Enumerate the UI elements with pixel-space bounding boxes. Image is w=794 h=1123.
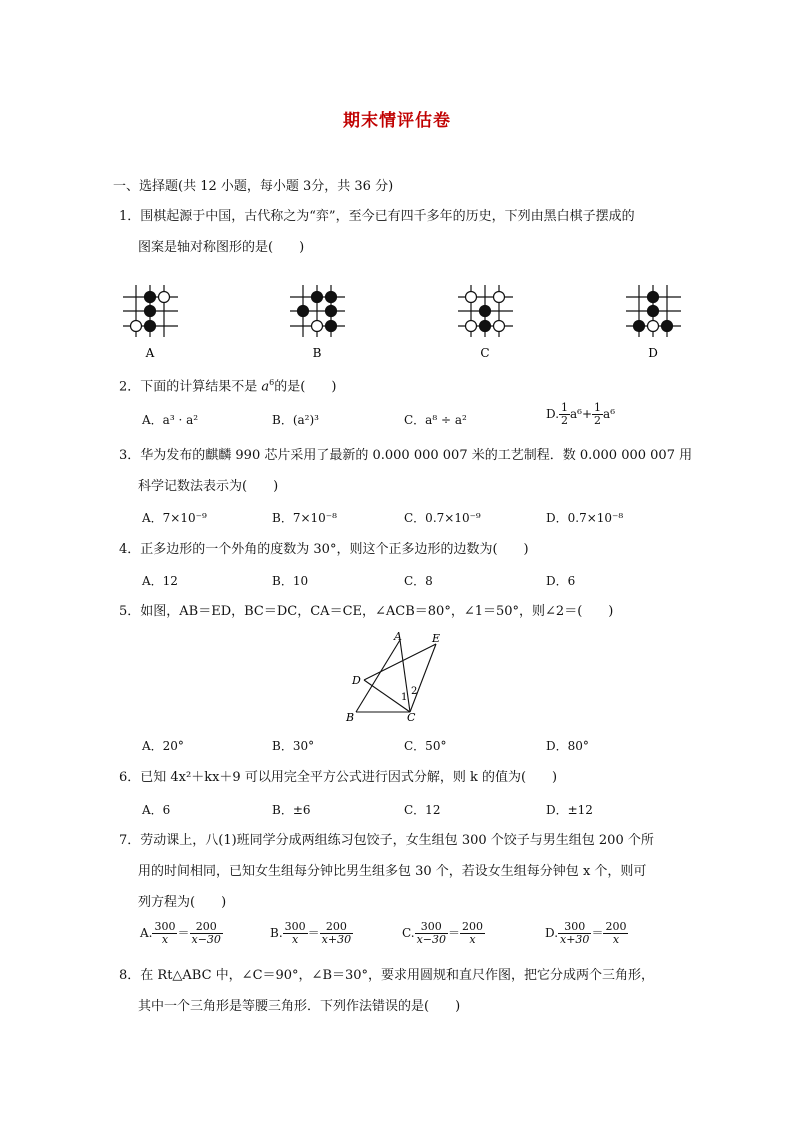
q4-option-d[interactable]: D．6 [546,574,576,588]
vertex-a: A [394,630,402,643]
q2-option-d-term: a⁶ [570,407,582,421]
q7-option-a[interactable] [140,921,223,946]
q6-option-b[interactable]: B．±6 [272,803,311,817]
q7-option-c[interactable] [402,921,485,946]
q5-option-a[interactable]: A．20° [142,739,184,753]
section-heading: 一、选择题(共 12 小题，每小题 3分，共 36 分) [113,179,394,194]
q5-stem: 5．如图，AB＝ED，BC＝DC，CA＝CE，∠ACB＝80°，∠1＝50°，则∠2＝( ) [119,604,614,619]
q7-option-b-label: B. [270,926,283,940]
equals-sign: ＝ [177,926,190,940]
frac-num: 300 [415,921,448,934]
q2-option-c[interactable]: C．a⁸ ÷ a² [404,413,467,427]
q4-option-c[interactable]: C．8 [404,574,433,588]
angle-2-label: 2 [411,686,418,697]
frac-den: x [612,933,620,946]
q2-stem [119,374,336,396]
q3-option-a[interactable]: A．7×10⁻⁹ [142,511,207,525]
white-stone [494,292,505,303]
q1-stem-line2: 图案是轴对称图形的是( ) [138,240,305,255]
board-label-a: A [145,346,155,360]
q2-option-a[interactable]: A．a³ · a² [142,413,199,427]
board-label-c: C [480,346,490,360]
q7-option-a-label: A. [140,926,153,940]
white-stone [159,292,170,303]
q6-option-c[interactable]: C．12 [404,803,441,817]
frac-den: x [292,933,299,946]
frac-den: x−30 [416,933,446,946]
frac-num: 200 [605,920,627,933]
q7-stem-line1: 7．劳动课上，八(1)班同学分成两组练习包饺子，女生组包 300 个饺子与男生组包 200 个所 [119,833,654,848]
q4-stem: 4．正多边形的一个外角的度数为 30°，则这个正多边形的边数为( ) [119,542,529,557]
angle-1-label: 1 [401,692,408,703]
q5-option-c[interactable]: C．50° [404,739,447,753]
q3-option-c[interactable]: C．0.7×10⁻⁹ [404,511,481,525]
q2-stem-text: 2．下面的计算结果不是 [119,379,262,395]
black-stone [634,321,645,332]
equals-sign: ＝ [448,926,461,940]
white-stone [131,321,142,332]
frac-den: 2 [594,414,602,427]
page-title: 期末情评估卷 [343,111,451,131]
q7-stem-line2: 用的时间相同，已知女生组每分钟比男生组多包 30 个，若设女生组每分钟包 x 个，则可 [138,864,647,879]
q6-option-a[interactable]: A．6 [142,803,171,817]
frac-num: 1 [561,401,569,414]
frac-num: 200 [190,921,223,934]
white-stone [466,292,477,303]
black-stone [648,292,659,303]
q4-option-b[interactable]: B．10 [272,574,309,588]
q2-option-d[interactable] [546,402,615,427]
frac-den: x [469,933,476,946]
q3-stem-line2: 科学记数法表示为( ) [138,479,279,494]
white-stone [312,321,323,332]
q4-option-a[interactable]: A．12 [142,574,178,588]
q3-option-d[interactable]: D．0.7×10⁻⁸ [546,511,624,525]
frac-den: x−30 [191,933,221,946]
q5-option-b[interactable]: B．30° [272,739,315,753]
black-stone [480,306,491,317]
triangle-figure [338,628,458,726]
frac-num: 300 [154,920,176,933]
frac-num: 300 [558,921,591,934]
board-label-b: B [312,346,322,360]
q2-option-d-label: D. [546,407,560,421]
black-stone [298,306,309,317]
q7-option-b[interactable] [270,921,353,946]
q3-stem-line1: 3．华为发布的麒麟 990 芯片采用了最新的 0.000 000 007 米的工艺制程．数 0.000 000 007 用 [119,448,693,463]
black-stone [480,321,491,332]
go-board-figures [118,282,698,364]
black-stone [145,306,156,317]
black-stone [648,306,659,317]
q3-option-b[interactable]: B．7×10⁻⁸ [272,511,337,525]
q2-stem-var: a [261,379,270,395]
board-label-d: D [648,346,658,360]
q2-option-d-term: a⁶ [603,407,616,421]
frac-den: x+30 [560,933,590,946]
vertex-d: D [352,674,361,687]
frac-den: 2 [561,414,569,427]
frac-den: x+30 [321,933,352,946]
black-stone [312,292,323,303]
frac-den: x [161,933,169,946]
frac-num: 1 [594,401,602,414]
q8-stem-line1: 8．在 Rt△ABC 中，∠C＝90°，∠B＝30°，要求用圆规和直尺作图，把它分成两个三角形， [119,968,655,983]
q8-stem-line2: 其中一个三角形是等腰三角形．下列作法错误的是( ) [138,999,461,1014]
frac-num: 200 [462,920,484,933]
black-stone [662,321,673,332]
q2-stem-tail: 的是( ) [274,379,337,395]
equals-sign: ＝ [591,926,604,940]
black-stone [145,292,156,303]
q7-stem-line3: 列方程为( ) [138,895,227,910]
q7-option-d-label: D. [545,926,559,940]
vertex-c: C [407,711,416,724]
equals-sign: ＝ [307,926,320,940]
q1-stem-line1: 1．围棋起源于中国，古代称之为“弈”，至今已有四千多年的历史，下列由黑白棋子摆成的 [119,209,635,224]
q7-option-d[interactable] [545,921,628,946]
q2-option-b[interactable]: B．(a²)³ [272,413,319,427]
black-stone [326,292,337,303]
white-stone [648,321,659,332]
vertex-e: E [432,632,441,645]
frac-num: 200 [320,921,353,934]
q5-option-d[interactable]: D．80° [546,739,589,753]
frac-num: 300 [284,920,306,933]
q6-option-d[interactable]: D．±12 [546,803,593,817]
plus-sign: + [581,407,593,421]
q7-option-c-label: C. [402,926,415,940]
q2-stem-exp: 6 [269,378,275,387]
black-stone [326,321,337,332]
vertex-b: B [346,711,355,724]
q6-stem: 6．已知 4x²＋kx＋9 可以用完全平方公式进行因式分解，则 k 的值为( ) [119,770,558,785]
black-stone [326,306,337,317]
white-stone [494,321,505,332]
black-stone [145,321,156,332]
white-stone [466,321,477,332]
